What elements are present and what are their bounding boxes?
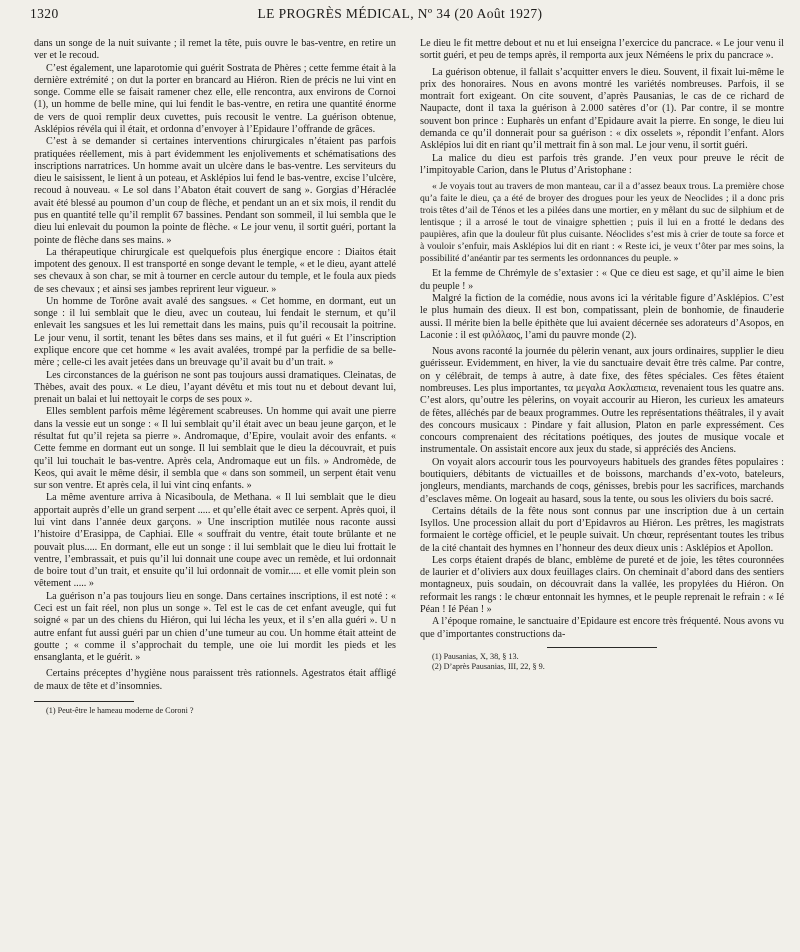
footnote-divider: [547, 647, 657, 648]
footnote-divider: [34, 701, 134, 702]
quotation: « Je voyais tout au travers de mon manteau, car il a d’assez beaux trous. La première chose qu’a faite le dieu, ça a été de broyer des drogues pour les yeux de Neoclides ; il a donc pris trois têtes d’ail de Ténos et les a pilées dans une mortier, en y mêlant du suc de silphium et de lentisque ; il a arrosé le tout de vinaigre sphettien ; puis il lui en a frotté le dedans des paupières, afin que la douleur fût plus cuisante. Néoclides s’est mis à crier de toute sa force et à vouloir s’enfuir, mais Asklépios lui dit en riant : « Reste ici, je veux t’ôter par mes soins, la possibilité d’anéantir par tes serments les ordonnances du peuple. »: [420, 181, 784, 264]
paragraph: C’est à se demander si certaines interventions chirurgicales n’étaient pas parfois pratiquées réellement, mis à part évidemment les enjolivements et schématisations des inscriptions narratrices. Un homme avait un ulcère dans le bas-ventre. Les serviteurs du dieu le saisissent, le lient à un poteau, et Asklépios lui fend le bas-ventre, excise l’ulcère, recoud à nouveau. « Le sol dans l’Abaton était couvert de sang ». Gorgias d’Héraclée avait été blessé au poumon d’un coup de flèche, et pendant un an et six mois, il rendit du pus en quantité telle qu’il remplit 67 bassines. Pendant son sommeil, il lui sembla que le dieu lui enlevait du poumon la pointe de flèche. « Le jour venu, il sortit guéri, portant la pointe de flèche dans ses mains. »: [34, 136, 396, 246]
paragraph: Les circonstances de la guérison ne sont pas toujours aussi dramatiques. Cleinatas, de Thèbes, avait des poux. « Le dieu, l’ayant dévêtu et mis tout nu et debout devant lui, prenait un balai et lui nettoyait le corps de ses poux ».: [34, 369, 396, 406]
paragraph: dans un songe de la nuit suivante ; il remet la tête, puis ouvre le bas-ventre, en retire un ver et le recoud.: [34, 38, 396, 62]
paragraph: Les corps étaient drapés de blanc, emblème de pureté et de joie, les têtes couronnées de laurier et d’oliviers aux doux feuillages clairs. On cheminait d’abord dans des sentiers montagneux, puis soudain, on découvrait dans la vallée, les propylées du Hiéron. On reformait les rangs : le chœur entonnait les hymnes, et le peuple reprenait le refrain : « Ié Péan ! Ié Péan ! »: [420, 554, 784, 616]
footnote: (1) Pausanias, X, 38, § 13.: [432, 651, 519, 661]
paragraph: La thérapeutique chirurgicale est quelquefois plus énergique encore : Diaitos était impotent des genoux. Il est transporté en songe devant le temple, « et le dieu, ayant attelé ses chevaux à son char, se mit à tourner en cercle autour du temple, et le foula aux pieds de ses chevaux ; et ainsi ses jambes reprirent leur vigueur. »: [34, 246, 396, 295]
paragraph: La malice du dieu est parfois très grande. J’en veux pour preuve le récit de l’impitoyable Carion, dans le Plutus d’Aristophane :: [420, 152, 784, 176]
page-header: [30, 6, 770, 26]
right-column: [420, 38, 784, 943]
footnote: (2) D’après Pausanias, III, 22, § 9.: [432, 661, 545, 671]
paragraph: Le dieu le fit mettre debout et nu et lui enseigna l’exercice du pancrace. « Le jour venu il sortit guéri, et peu de temps après, il remporta aux jeux Néméens le prix du pancrace ».: [420, 38, 784, 62]
paragraph: Un homme de Torône avait avalé des sangsues. « Cet homme, en dormant, eut un songe : il lui semblait que le dieu, avec un couteau, lui fendait le sternum, et qu’il enlevait les sangsues et les lui remettait dans les mains, puis qu’il recousait la poitrine. Le jour venu, il sortit, tenant les bêtes dans ses mains, et il fut guéri « Et l’inscription explique encore que cet homme « les avait avalées, trompé par la perfidie de sa belle-mère ; celle-ci les avait jetées dans un breuvage qu’il avait bu d’un trait. »: [34, 295, 396, 369]
paragraph: Certains préceptes d’hygiène nous paraissent très rationnels. Agestratos était affligé de maux de tête et d’insomnies.: [34, 668, 396, 692]
paragraph: La guérison n’a pas toujours lieu en songe. Dans certaines inscriptions, il est noté : « Ceci est un fait réel, non plus un songe ». Tel est le cas de cet enfant aveugle, qui fut soigné « par un des chiens du Hiéron, qui lui lécha les yeux, et il s’en alla guéri ». U n autre enfant fut aussi guéri par un chien d’une tumeur au cou. Un homme était atteint de goutte ; « comme il s’approchait du temple, une oie lui mordit les pieds et les ensanglanta, et le guérit. »: [34, 590, 396, 664]
paragraph: Certains détails de la fête nous sont connus par une inscription due à un certain Isyllos. Une procession allait du port d’Epidavros au Hiéron. Les prêtres, les magistrats formaient le cortège officiel, et le peuple suivait. Un chœur, représentant toutes les tribus de la cité chantait des hymnes en l’honneur des deux dieux unis : Asklépios et Apollon.: [420, 505, 784, 554]
page-number: 1320: [30, 6, 59, 21]
paragraph: C’est également, une laparotomie qui guérit Sostrata de Phères ; cette femme était à la dernière extrémité ; on dut la porter en brancard au Hiéron. Rien de précis ne lui vint en songe. Comme elle se faisait ramener chez elle, elle rencontra, aux environs de Cornoi (1), un homme de belle mine, qui lui fendit le bas-ventre, en retira une quantité énorme de vers de quoi remplir deux cuvettes, puis recousit le ventre. La guérison obtenue, Asklépios révéla qui il était, et ordonna d’envoyer à l’Epidaure l’offrande de grâces.: [34, 62, 396, 135]
paragraph: La même aventure arriva à Nicasiboula, de Methana. « Il lui semblait que le dieu apportait auprès d’elle un grand serpent ..... et qu’elle était avec ce serpent. Après quoi, il lui vint dans l’année deux garçons. » Une inscription mutilée nous raconte aussi l’histoire d’Erasippa, de Caphiai. Elle « souffrait du ventre, était toute brûlante et ne pouvait plus..... En dormant, elle eut un songe : il lui semblait que le dieu lui frottait le ventre, l’embrassait, et puis qu’il lui donnait une coupe avec un remède, et lui ordonnait de boire tout d’un trait, et ensuite qu’il lui ordonnait de vomir..... et elle vomit plein son vêtement ..... »: [34, 492, 396, 590]
paragraph: Elles semblent parfois même légèrement scabreuses. Un homme qui avait une pierre dans la vessie eut un songe : « Il lui semblait qu’il était avec un beau jeune garçon, et le résultat fut qu’il rejeta sa pierre ». Andromaque, d’Epire, voulait avoir des enfants. « Cette femme en dormant eut un songe. Il lui semblait que le dieu la découvrait, et puis qu’il lui touchait le bas-ventre. Après cela, Andromaque eut un fils. » Andromède, de Keos, qui avait le même désir, il sembla que « dans son sommeil, un serpent était venu sur son ventre. Et après cela, il lui vint cinq enfants. »: [34, 406, 396, 492]
paragraph: Malgré la fiction de la comédie, nous avons ici la véritable figure d’Asklépios. C’est le plus humain des dieux. Il est bon, compatissant, plein de bonhomie, de finauderie aussi. Il mérite bien la belle épithète que lui avaient décernée ses adorateurs d’Asopos, en Laconie : il est φιλόλαος, l’ami du pauvre monde (2).: [420, 293, 784, 341]
paragraph: La guérison obtenue, il fallait s’acquitter envers le dieu. Souvent, il fixait lui-même le prix des honoraires. Nous en avons montré les variétés nombreuses. Parfois, il se montrait fort exigeant. On cite souvent, d’après Pausanias, le cas de ce richard de Naupacte, dont il taxa la guérison à 2.000 satères d’or (1). Par contre, il se montre souvent bon prince : Eupharès un enfant d’Epidaure avait la pierre. En songe, le dieu lui demanda ce qu’il donnerait pour sa guérison : « dix osselets », répondit l’enfant. Alors Asklépios lui dit en riant qu’il mettrait fin à son mal. Le jour venu, il sortit guéri.: [420, 66, 784, 152]
paragraph: On voyait alors accourir tous les pourvoyeurs habituels des grandes fêtes populaires : boutiquiers, débitants de victuailles et de boissons, marchands d’ex-voto, bateleurs, jongleurs, mendiants, marchands de coqs, génisses, brebis pour les sacrifices, marchands d’esclaves même. On logeait au hasard, sous la tente, ou sous les oliviers du bois sacré.: [420, 456, 784, 505]
paragraph: Nous avons raconté la journée du pèlerin venant, aux jours ordinaires, supplier le dieu guérisseur. Evidemment, en hiver, la vie du sanctuaire devait être très calme. Par contre, on y célébrait, de temps à autre, à date fixe, des fêtes spéciales. Ces fêtes étaient nombreuses. Les plus importantes, τα μεγαλα Ασκλαπιεια, revenaient tous les quatre ans. C’est alors, qu’outre les pèlerins, on voyait accourir au Hieron, les curieux les amateurs de fêtes, alléchés par de beaux programmes. Outre les représentations théâtrales, il y avait des concours musicaux : Pindare y fait allusion, Platon en parle expressément. Ces concours comprenaient des récitations poétiques, des joutes de musique vocale et instrumentale. On assistait encore aux jeux du stade, si appréciés des Anciens.: [420, 346, 784, 456]
paragraph: Et la femme de Chrémyle de s’extasier : « Que ce dieu est sage, et qu’il aime le bien du peuple ! »: [420, 268, 784, 292]
paragraph: A l’époque romaine, le sanctuaire d’Epidaure est encore très fréquenté. Nous avons vu que d’importantes constructions da-: [420, 616, 784, 640]
footnote: (1) Peut-être le hameau moderne de Coroni ?: [46, 705, 194, 715]
journal-title: LE PROGRÈS MÉDICAL, Nº 34 (20 Août 1927): [257, 6, 543, 21]
left-column: [34, 38, 396, 943]
